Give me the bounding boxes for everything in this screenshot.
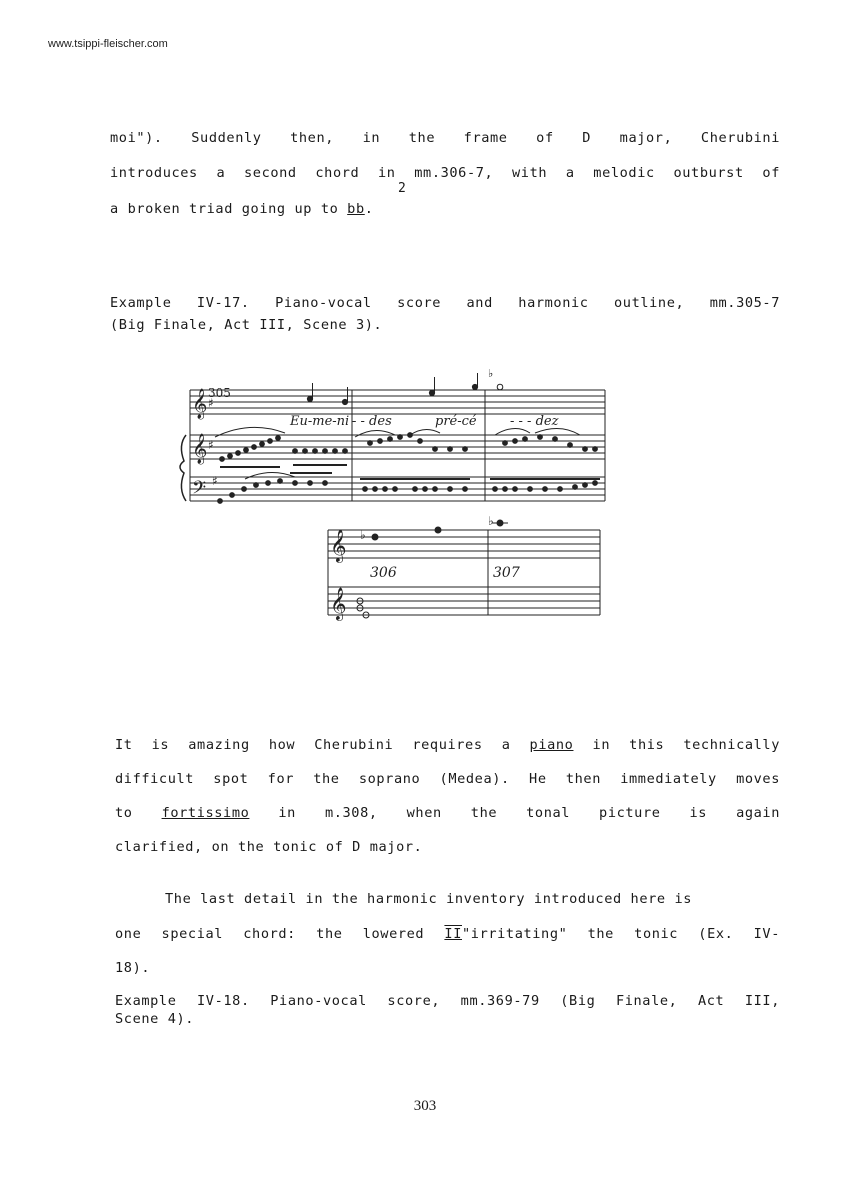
para2-line4: clarified, on the tonic of D major. [115,839,423,855]
music-example-iv17 [170,365,620,645]
para3-line2: one special chord: the lowered II"irritating" the tonic (Ex. IV- [115,926,780,942]
para1-line3: a broken triad going up to bb. [110,201,374,217]
page-number: 303 [413,1098,437,1114]
para3-line3: 18). [115,960,151,976]
lyric-1: Eu-me-ni [290,414,350,429]
example18-caption-line1: Example IV-18. Piano-vocal score, mm.369-79 (Big Finale, Act III, [115,993,780,1009]
outline-treble-clef-icon-2: 𝄞 [330,587,347,620]
outline-treble-clef-icon: 𝄞 [330,529,347,562]
svg-text:♯: ♯ [208,438,214,452]
svg-text:♯: ♯ [208,396,214,410]
example17-caption-line2: (Big Finale, Act III, Scene 3). [110,317,383,333]
svg-text:♭: ♭ [488,367,494,380]
para3-line1: The last detail in the harmonic inventory introduced here is [165,891,693,907]
treble-clef-icon: 𝄞 [192,389,208,419]
bass-clef-icon: 𝄢 [192,478,207,503]
para2-line2: difficult spot for the soprano (Medea). He then immediately moves [115,771,780,787]
outline-measure-306: 306 [370,565,397,581]
outline-measure-307: 307 [493,565,520,581]
svg-text:♭: ♭ [360,528,366,542]
para1-line1: moi"). Suddenly then, in the frame of D major, Cherubini [110,130,780,146]
outline-treble-staff [328,530,600,558]
svg-text:♯: ♯ [212,474,218,488]
lyric-3: pré-cé [435,414,477,429]
svg-text:♭: ♭ [488,514,494,528]
para1-superscript: 2 [398,181,406,196]
outline-bass-staff [328,587,600,615]
para2-line3: to fortissimo in m.308, when the tonal picture is again [115,805,780,821]
voice-staff [190,390,605,414]
example17-caption-line1: Example IV-17. Piano-vocal score and harmonic outline, mm.305-7 [110,295,780,311]
measure-number-305: 305 [208,386,231,400]
para1-line2: introduces a second chord in mm.306-7, with a melodic outburst of [110,165,780,181]
treble-clef-icon-2: 𝄞 [192,434,208,464]
lyric-4: - - - dez [510,414,559,429]
para2-line1: It is amazing how Cherubini requires a piano in this technically [115,737,780,753]
source-url: www.tsippi-fleischer.com [48,38,168,50]
lyric-2: - - des [352,414,392,429]
example18-caption-line2: Scene 4). [115,1011,195,1027]
